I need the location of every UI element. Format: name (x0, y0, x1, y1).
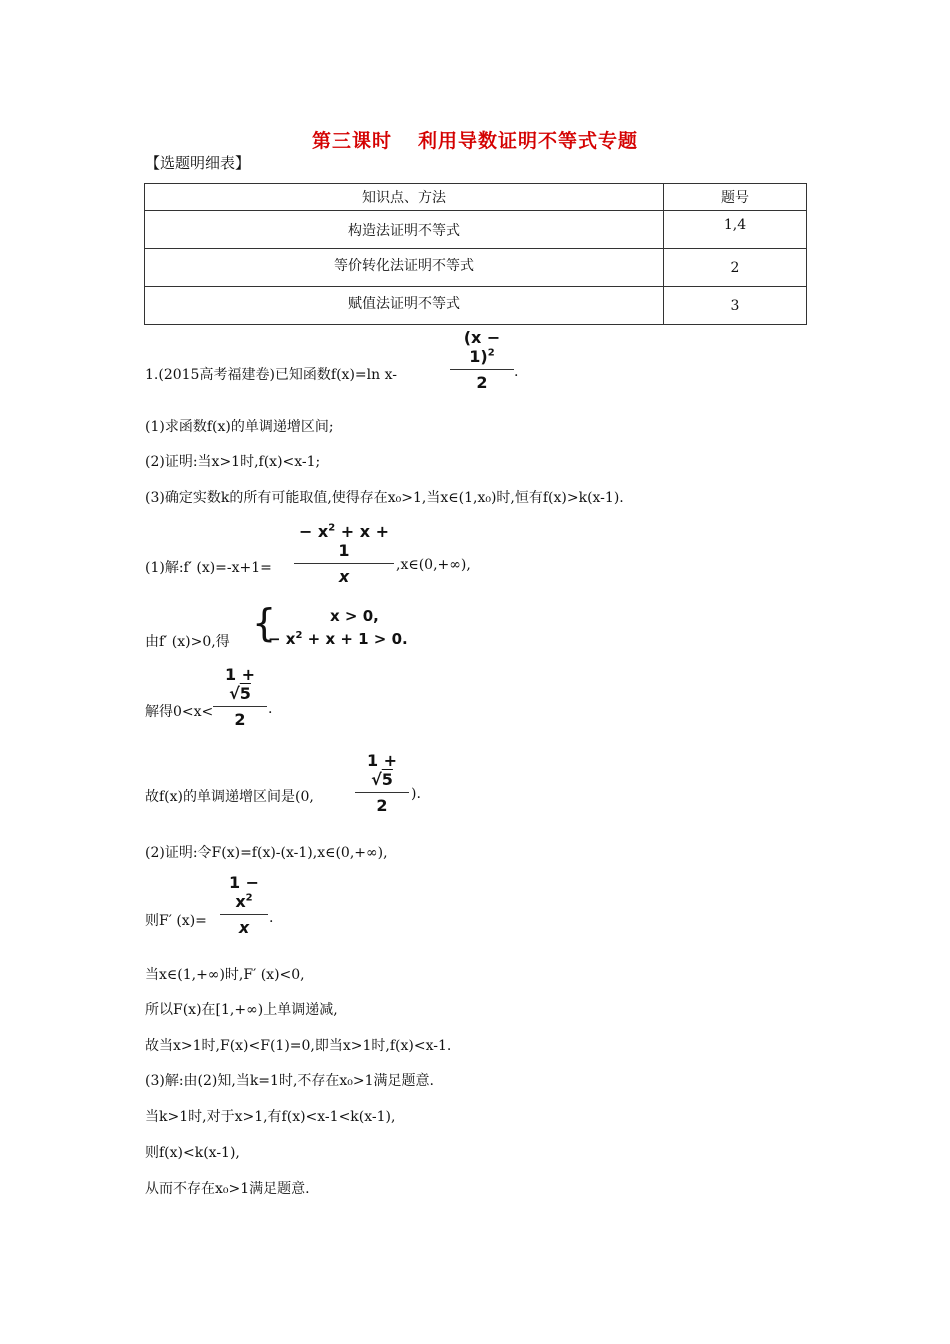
fraction-numerator: 1 + √5 (213, 665, 267, 707)
fraction-denominator: x (238, 918, 250, 937)
F-derivative-fraction (220, 873, 268, 937)
selection-table (144, 183, 807, 325)
table-header-nums: 题号 (664, 184, 807, 211)
system-brace: { (252, 601, 277, 645)
root-fraction (213, 665, 267, 729)
fraction-numerator: 1 + √5 (355, 751, 409, 793)
solution-11: 当k>1时,对于x>1,有f(x)<x-1<k(x-1), (145, 1109, 396, 1125)
solution-2-prefix: 由f′ (x)>0,得 (145, 634, 230, 650)
system-line-1: x > 0, (330, 607, 379, 625)
fraction-numerator: − $x^2 + x + 1$ (294, 522, 394, 564)
question-1: (1)求函数f(x)的单调递增区间; (145, 419, 334, 435)
fraction-denominator: 2 (234, 710, 246, 729)
table-row (145, 249, 807, 287)
table-header-topic: 知识点、方法 (145, 184, 664, 211)
problem-intro: 1.(2015高考福建卷)已知函数f(x)=ln x- (145, 367, 397, 383)
solution-1-suffix: ,x∈(0,+∞), (396, 557, 471, 573)
table-row (145, 287, 807, 325)
solution-8: 所以F(x)在[1,+∞)上单调递减, (145, 1002, 338, 1018)
table-cell-nums: 3 (664, 287, 807, 325)
inequality-system (268, 606, 408, 649)
solution-4-suffix: ). (411, 786, 421, 802)
problem-fraction (450, 328, 514, 392)
fraction-denominator: 2 (376, 796, 388, 815)
interval-fraction (355, 751, 409, 815)
solution-1-prefix: (1)解:f′ (x)=-x+1= (145, 560, 272, 576)
fraction-numerator: $1 - x^2$ (220, 873, 268, 915)
fraction-denominator: x (338, 567, 350, 586)
page-title (0, 126, 950, 153)
table-header-row (145, 184, 807, 211)
title-topic: 利用导数证明不等式专题 (418, 130, 639, 152)
solution-3-suffix: . (268, 701, 273, 717)
solution-5: (2)证明:令F(x)=f(x)-(x-1),x∈(0,+∞), (145, 845, 388, 861)
table-row (145, 211, 807, 249)
section-label: 【选题明细表】 (145, 154, 251, 172)
solution-12: 则f(x)<k(x-1), (145, 1145, 240, 1161)
title-lesson: 第三课时 (311, 130, 392, 152)
table-cell-topic: 等价转化法证明不等式 (145, 249, 664, 287)
solution-7: 当x∈(1,+∞)时,F′ (x)<0, (145, 967, 305, 983)
solution-13: 从而不存在x₀>1满足题意. (145, 1181, 310, 1197)
question-2: (2)证明:当x>1时,f(x)<x-1; (145, 454, 321, 470)
fraction-denominator: 2 (476, 373, 488, 392)
solution-3-prefix: 解得0<x< (145, 704, 214, 720)
solution-9: 故当x>1时,F(x)<F(1)=0,即当x>1时,f(x)<x-1. (145, 1038, 452, 1054)
fraction-numerator: $(x - 1)^2$ (450, 328, 514, 370)
derivative-fraction (294, 522, 394, 586)
table-cell-topic: 构造法证明不等式 (145, 211, 664, 249)
solution-4-prefix: 故f(x)的单调递增区间是(0, (145, 789, 314, 805)
solution-6-prefix: 则F′ (x)= (145, 913, 207, 929)
problem-intro-end: . (514, 364, 519, 380)
solution-6-suffix: . (269, 910, 274, 926)
table-cell-nums: 2 (664, 249, 807, 287)
table-cell-nums: 1,4 (664, 211, 807, 249)
solution-10: (3)解:由(2)知,当k=1时,不存在x₀>1满足题意. (145, 1073, 434, 1089)
table-cell-topic: 赋值法证明不等式 (145, 287, 664, 325)
system-line-2: − $x^2 + x + 1 > 0$. (268, 630, 408, 648)
question-3: (3)确定实数k的所有可能取值,使得存在x₀>1,当x∈(1,x₀)时,恒有f(x)>k(x-1). (145, 490, 624, 506)
